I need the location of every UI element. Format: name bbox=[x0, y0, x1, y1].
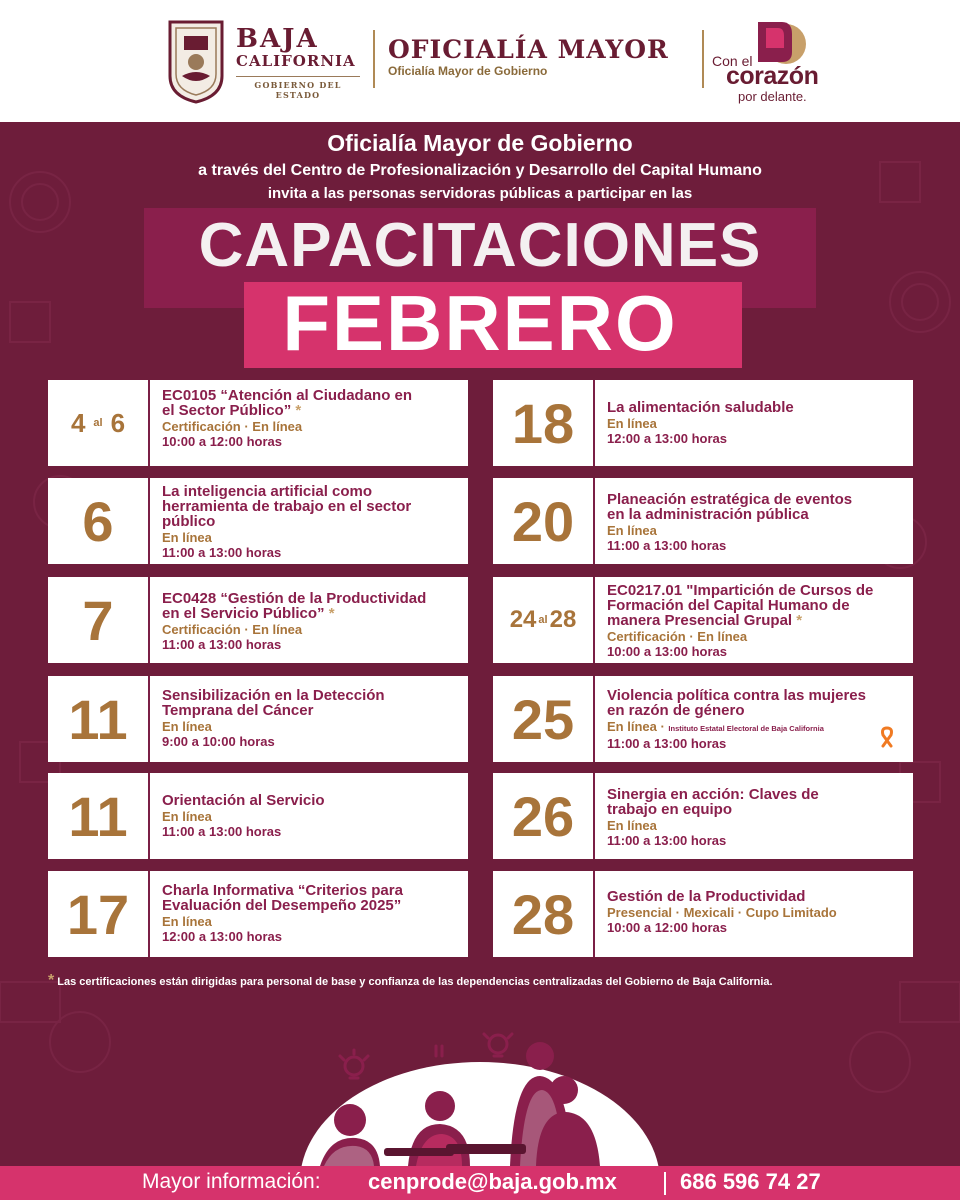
course-title bbox=[162, 484, 462, 529]
course-hours: 11:00 a 13:00 horas bbox=[162, 637, 282, 652]
bc-line-3: GOBIERNO DEL ESTADO bbox=[236, 76, 360, 100]
baja-california-wordmark bbox=[236, 26, 360, 100]
certification-note bbox=[48, 972, 773, 990]
course-mode-text: En línea bbox=[607, 719, 657, 734]
certification-asterisk: * bbox=[328, 605, 335, 622]
course-title-line: herramienta de trabajo en el sector bbox=[162, 498, 412, 515]
course-title-line: Violencia política contra las mujeres bbox=[607, 687, 866, 704]
course-card bbox=[493, 871, 913, 957]
course-title-line: EC0428 “Gestión de la Productividad bbox=[162, 590, 427, 607]
course-date: 7 bbox=[82, 588, 114, 652]
card-divider bbox=[148, 773, 150, 859]
header-divider bbox=[373, 30, 375, 88]
course-mode: Certificación · En línea bbox=[607, 629, 748, 644]
card-divider bbox=[148, 577, 150, 663]
awareness-ribbon-icon bbox=[879, 726, 895, 748]
course-title: Orientación al Servicio bbox=[162, 792, 325, 809]
course-card bbox=[48, 380, 468, 466]
course-date bbox=[48, 380, 148, 466]
course-title-line: Formación del Capital Humano de bbox=[607, 597, 850, 614]
course-mode: En línea bbox=[162, 914, 212, 929]
course-date: 25 bbox=[511, 687, 575, 751]
course-date: 28 bbox=[511, 882, 575, 946]
course-title bbox=[162, 688, 462, 718]
card-divider bbox=[593, 676, 595, 762]
om-title-main: OFICIALÍA MAYOR bbox=[388, 35, 669, 64]
course-title-line: manera Presencial Grupal bbox=[607, 612, 793, 629]
course-card bbox=[493, 577, 913, 663]
course-card bbox=[493, 380, 913, 466]
card-divider bbox=[148, 871, 150, 957]
slogan-con-el: Con el bbox=[712, 53, 753, 69]
course-title-line: en el Servicio Público” bbox=[162, 605, 325, 622]
date-to: 28 bbox=[549, 606, 577, 633]
course-title bbox=[607, 492, 907, 522]
course-title-line: Sinergia en acción: Claves de bbox=[607, 786, 819, 803]
course-title-line: en la administración pública bbox=[607, 506, 809, 523]
course-title-line: Sensibilización en la Detección bbox=[162, 687, 385, 704]
course-mode: Certificación · En línea bbox=[162, 419, 303, 434]
header-bar bbox=[0, 0, 960, 122]
card-divider bbox=[148, 676, 150, 762]
course-mode: En línea bbox=[162, 719, 212, 734]
course-date bbox=[493, 577, 593, 663]
course-title-line: EC0105 “Atención al Ciudadano en bbox=[162, 387, 413, 404]
footer-divider bbox=[664, 1172, 666, 1195]
course-title bbox=[607, 583, 907, 628]
footer-phone-link[interactable]: 686 596 74 27 bbox=[680, 1169, 821, 1194]
note-text: Las certificaciones están dirigidas para personal de base y confianza de las dependencias centralizadas del Gobierno de Baja California. bbox=[57, 976, 773, 988]
note-asterisk: * bbox=[48, 972, 55, 989]
card-divider bbox=[593, 577, 595, 663]
course-organizer: Instituto Estatal Electoral de Baja California bbox=[668, 724, 824, 733]
course-card bbox=[48, 773, 468, 859]
course-mode: En línea bbox=[607, 416, 657, 431]
card-divider bbox=[593, 871, 595, 957]
course-card bbox=[48, 577, 468, 663]
om-title-sub: Oficialía Mayor de Gobierno bbox=[388, 64, 548, 78]
course-card bbox=[48, 871, 468, 957]
bc-line-1: BAJA bbox=[236, 24, 319, 54]
certification-asterisk: * bbox=[295, 402, 302, 419]
course-title bbox=[607, 688, 907, 718]
course-hours: 11:00 a 13:00 horas bbox=[162, 824, 282, 839]
course-hours: 11:00 a 13:00 horas bbox=[162, 545, 282, 560]
course-card bbox=[48, 676, 468, 762]
corazon-logo-icon bbox=[752, 18, 808, 68]
intro-line-2: a través del Centro de Profesionalización y Desarrollo del Capital Humano bbox=[198, 162, 762, 179]
course-mode: Presencial · Mexicali · Cupo Limitado bbox=[607, 905, 837, 920]
course-hours: 11:00 a 13:00 horas bbox=[607, 736, 727, 751]
card-divider bbox=[148, 380, 150, 466]
course-mode: En línea bbox=[162, 530, 212, 545]
course-hours: 10:00 a 13:00 horas bbox=[607, 644, 727, 659]
card-divider bbox=[148, 478, 150, 564]
headline-month: FEBRERO bbox=[282, 279, 678, 367]
course-title-line: Charla Informativa “Criterios para bbox=[162, 882, 403, 899]
course-title-line: EC0217.01 "Impartición de Cursos de bbox=[607, 582, 874, 599]
date-connector: al bbox=[93, 417, 103, 429]
card-divider bbox=[593, 478, 595, 564]
footer-email-link[interactable]: cenprode@baja.gob.mx bbox=[368, 1169, 617, 1194]
intro-line-1: Oficialía Mayor de Gobierno bbox=[327, 130, 633, 156]
intro-line-3: invita a las personas servidoras públicas a participar en las bbox=[267, 185, 693, 202]
footer-bar bbox=[0, 1166, 960, 1200]
course-mode: En línea · Instituto Estatal Electoral de Baja California bbox=[607, 719, 824, 734]
course-title-line: público bbox=[162, 513, 216, 530]
course-title: Gestión de la Productividad bbox=[607, 888, 806, 905]
course-title bbox=[162, 591, 462, 621]
course-date: 17 bbox=[66, 882, 130, 946]
course-hours: 10:00 a 12:00 horas bbox=[607, 920, 727, 935]
slogan-corazon: corazón bbox=[726, 62, 819, 90]
course-hours: 11:00 a 13:00 horas bbox=[607, 538, 727, 553]
course-title-line: en razón de género bbox=[607, 702, 745, 719]
course-date: 11 bbox=[68, 687, 128, 751]
card-divider bbox=[593, 380, 595, 466]
course-title-line: La inteligencia artificial como bbox=[162, 483, 373, 500]
footer-label: Mayor información: bbox=[142, 1170, 321, 1193]
course-title-line: el Sector Público” bbox=[162, 402, 292, 419]
date-from: 24 bbox=[509, 606, 537, 633]
course-mode: En línea bbox=[162, 809, 212, 824]
slogan-por-delante: por delante. bbox=[738, 89, 807, 104]
course-hours: 12:00 a 13:00 horas bbox=[607, 431, 727, 446]
course-mode: Certificación · En línea bbox=[162, 622, 303, 637]
course-date: 26 bbox=[511, 784, 575, 848]
header-divider bbox=[702, 30, 704, 88]
course-card bbox=[493, 676, 913, 762]
oficialia-mayor-title bbox=[388, 36, 669, 78]
date-connector: al bbox=[538, 614, 548, 626]
course-date: 18 bbox=[511, 391, 575, 455]
team-working-illustration bbox=[300, 1020, 660, 1166]
baja-california-shield-icon bbox=[166, 16, 226, 104]
date-to: 6 bbox=[110, 407, 126, 438]
certification-asterisk: * bbox=[796, 612, 803, 629]
course-card bbox=[493, 478, 913, 564]
course-card bbox=[48, 478, 468, 564]
course-title bbox=[607, 787, 907, 817]
course-card bbox=[493, 773, 913, 859]
course-hours: 10:00 a 12:00 horas bbox=[162, 434, 282, 449]
course-mode: En línea bbox=[607, 523, 657, 538]
course-date: 20 bbox=[511, 489, 575, 553]
course-hours: 9:00 a 10:00 horas bbox=[162, 734, 275, 749]
headline-capacitaciones: CAPACITACIONES bbox=[198, 211, 762, 280]
course-hours: 12:00 a 13:00 horas bbox=[162, 929, 282, 944]
course-date: 6 bbox=[82, 489, 114, 553]
course-title-line: Planeación estratégica de eventos bbox=[607, 491, 853, 508]
bc-line-2: CALIFORNIA bbox=[236, 52, 356, 70]
card-divider bbox=[593, 773, 595, 859]
course-title-line: Temprana del Cáncer bbox=[162, 702, 314, 719]
course-title-line: Evaluación del Desempeño 2025” bbox=[162, 897, 402, 914]
course-title bbox=[162, 883, 462, 913]
course-title-line: trabajo en equipo bbox=[607, 801, 733, 818]
course-hours: 11:00 a 13:00 horas bbox=[607, 833, 727, 848]
course-title: La alimentación saludable bbox=[607, 399, 794, 416]
course-title bbox=[162, 388, 462, 418]
course-mode: En línea bbox=[607, 818, 657, 833]
date-from: 4 bbox=[70, 407, 86, 438]
course-date: 11 bbox=[68, 784, 128, 848]
